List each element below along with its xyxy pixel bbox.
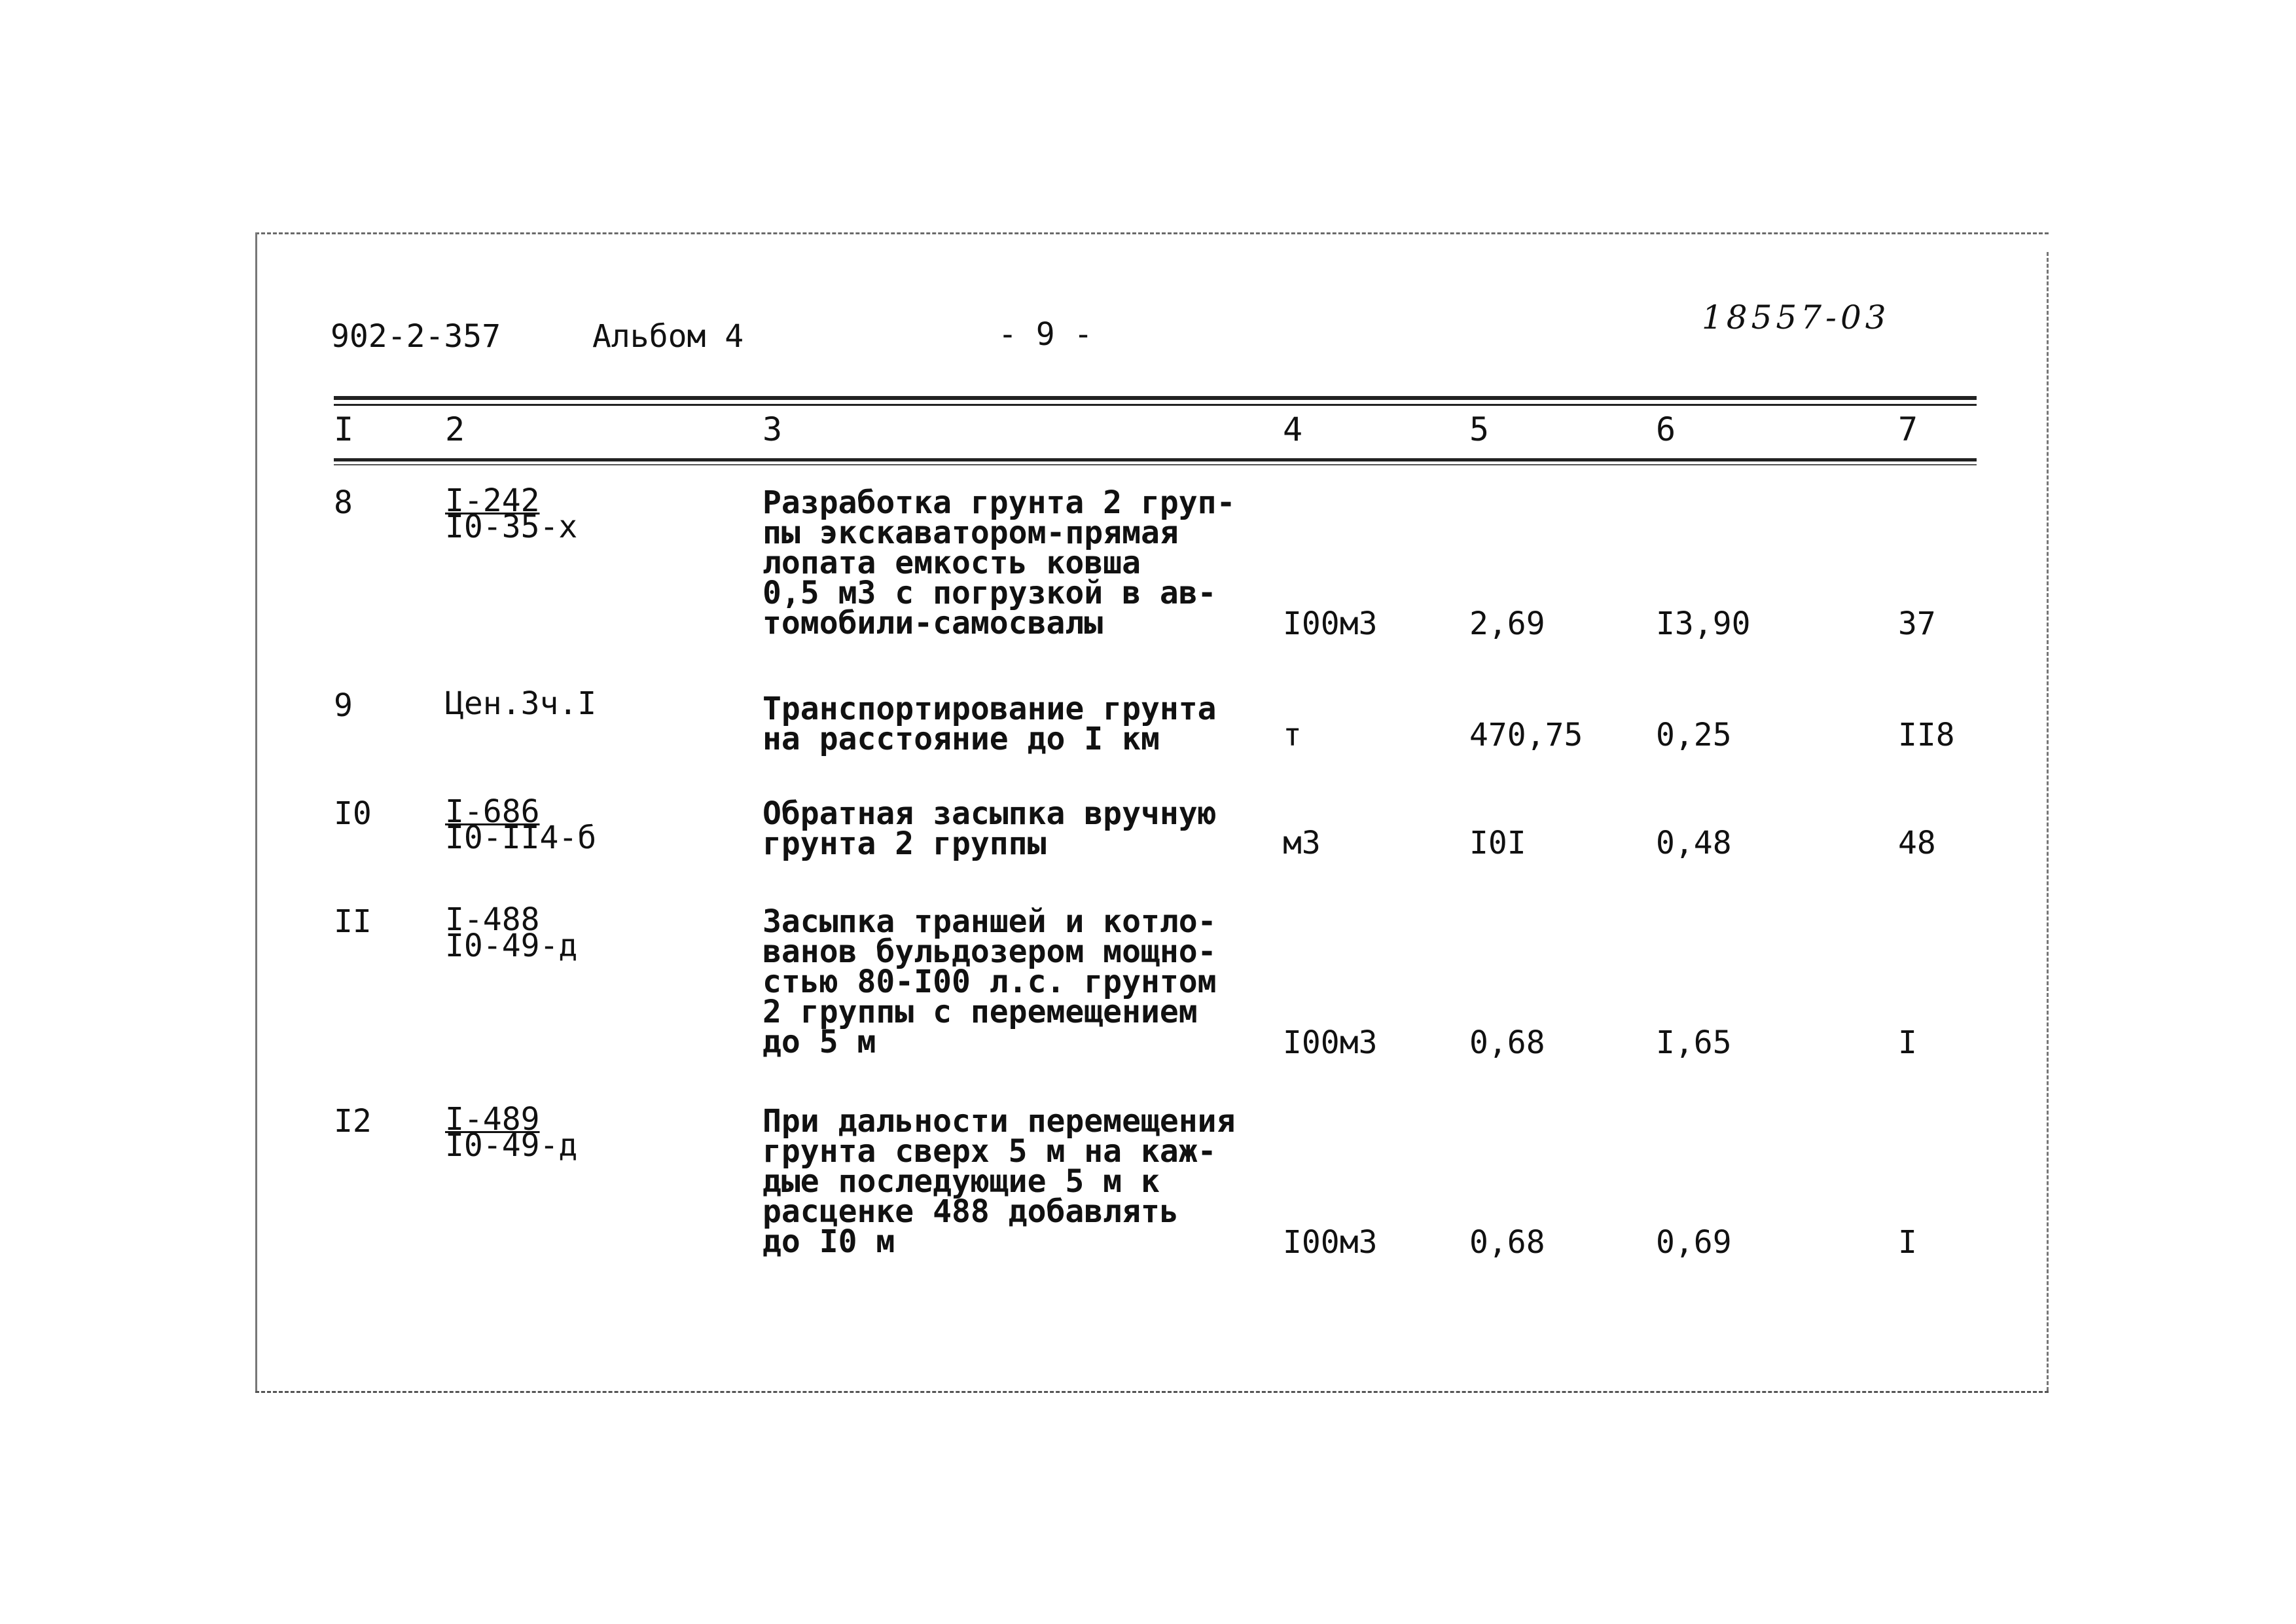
- album-label: Альбом 4: [592, 318, 744, 355]
- rate-code: [445, 685, 597, 722]
- rate-code: [445, 482, 578, 545]
- unit-price: I3,90: [1656, 605, 1751, 642]
- row-number: I2: [334, 1103, 372, 1140]
- column-header-3: 3: [762, 410, 783, 448]
- work-description: Разработка грунта 2 груп- пы экскаватором-прямая лопата емкость ковша 0,5 м3 с погрузкой в ав- томобили-самосвалы: [762, 484, 1236, 641]
- sheet-border-left: [255, 232, 257, 1391]
- rate-code: [445, 1101, 578, 1164]
- unit-of-measure: I00м3: [1283, 605, 1378, 642]
- column-header-5: 5: [1469, 410, 1490, 448]
- rate-code-primary: Цен.3ч.I: [445, 685, 597, 722]
- row-number: 8: [334, 484, 353, 521]
- rate-code-primary: I-488: [445, 901, 540, 938]
- unit-of-measure: т: [1283, 717, 1302, 753]
- unit-price: 0,48: [1656, 825, 1732, 861]
- table-top-rule: [334, 396, 1977, 400]
- doc-code: 902-2-357: [331, 318, 501, 355]
- unit-price: 0,69: [1656, 1224, 1732, 1261]
- table-top-rule-thin: [334, 404, 1977, 406]
- unit-of-measure: м3: [1283, 825, 1321, 861]
- rate-code: [445, 793, 597, 856]
- rate-code-primary: I-489: [445, 1101, 540, 1138]
- sheet-border-right: [2047, 252, 2049, 1391]
- quantity: 2,69: [1469, 605, 1545, 642]
- sheet-border-bottom: [255, 1391, 2049, 1393]
- quantity: I0I: [1469, 825, 1526, 861]
- rate-code-secondary: I0-II4-б: [445, 820, 597, 856]
- document-sheet: [255, 232, 2049, 1394]
- row-number: I0: [334, 795, 372, 832]
- quantity: 0,68: [1469, 1224, 1545, 1261]
- quantity: 470,75: [1469, 717, 1583, 753]
- row-number: II: [334, 903, 372, 940]
- total-cost: II8: [1898, 717, 1955, 753]
- rate-code-primary: I-242: [445, 482, 540, 519]
- work-description: Обратная засыпка вручную грунта 2 группы: [762, 795, 1217, 862]
- work-description: Засыпка траншей и котло- ванов бульдозером мощно- стью 80-I00 л.с. грунтом 2 группы с перемещением до 5 м: [762, 903, 1217, 1060]
- rate-code-primary: I-686: [445, 793, 540, 830]
- work-description: Транспортирование грунта на расстояние до I км: [762, 691, 1217, 757]
- total-cost: I: [1898, 1024, 1917, 1061]
- unit-of-measure: I00м3: [1283, 1024, 1378, 1061]
- column-header-2: 2: [445, 410, 465, 448]
- inventory-number: 18557-03: [1702, 298, 1890, 336]
- total-cost: 37: [1898, 605, 1936, 642]
- row-number: 9: [334, 687, 353, 724]
- rate-code: [445, 901, 578, 964]
- unit-price: I,65: [1656, 1024, 1732, 1061]
- work-description: При дальности перемещения грунта сверх 5 м на каж- дые последующие 5 м к расценке 488 добавлять до I0 м: [762, 1103, 1236, 1260]
- column-header-7: 7: [1898, 410, 1918, 448]
- header-separator-rule: [334, 458, 1977, 461]
- quantity: 0,68: [1469, 1024, 1545, 1061]
- total-cost: 48: [1898, 825, 1936, 861]
- page-number: - 9 -: [998, 316, 1093, 353]
- rate-code-secondary: I0-49-д: [445, 1127, 578, 1164]
- column-header-6: 6: [1656, 410, 1676, 448]
- unit-of-measure: I00м3: [1283, 1224, 1378, 1261]
- rate-code-secondary: I0-35-x: [445, 509, 578, 545]
- rate-code-secondary: I0-49-д: [445, 928, 578, 964]
- column-header-4: 4: [1283, 410, 1303, 448]
- column-header-1: I: [334, 410, 354, 448]
- unit-price: 0,25: [1656, 717, 1732, 753]
- total-cost: I: [1898, 1224, 1917, 1261]
- sheet-border-top: [255, 232, 2049, 234]
- header-separator-rule-thin: [334, 464, 1977, 465]
